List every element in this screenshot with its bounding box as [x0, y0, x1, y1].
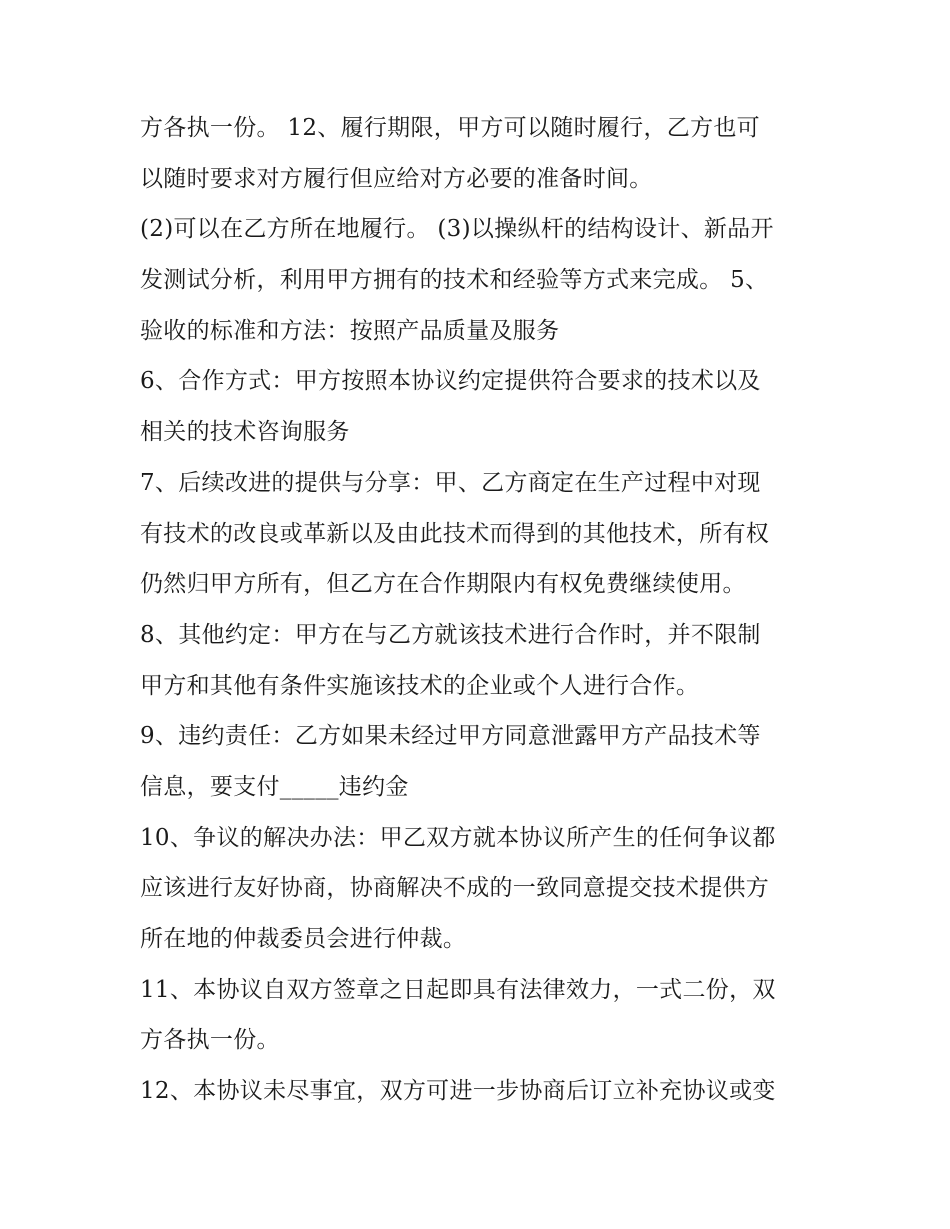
text-line: 应该进行友好协商，协商解决不成的一致同意提交技术提供方 — [140, 875, 770, 902]
text-line: 验收的标准和方法：按照产品质量及服务 — [140, 317, 560, 344]
text-line: 所在地的仲裁委员会进行仲裁。 — [140, 926, 467, 952]
text-line: 方各执一份。 12、履行期限，甲方可以随时履行，乙方也可 — [140, 115, 760, 141]
text-line: 相关的技术咨询服务 — [140, 419, 350, 446]
text-line: 9、违约责任：乙方如果未经过甲方同意泄露甲方产品技术等 — [140, 723, 761, 750]
text-line: 8、其他约定：甲方在与乙方就该技术进行合作时，并不限制 — [140, 621, 761, 648]
text-line: 7、后续改进的提供与分享：甲、乙方商定在生产过程中对现 — [140, 469, 761, 496]
text-line: 以随时要求对方履行但应给对方必要的准备时间。 — [140, 165, 653, 192]
text-line: 10、争议的解决办法：甲乙双方就本协议所产生的任何争议都 — [140, 824, 776, 851]
text-line: 12、本协议未尽事宜，双方可进一步协商后订立补充协议或变 — [140, 1078, 776, 1105]
text-line: 11、本协议自双方签章之日起即具有法律效力，一式二份，双 — [140, 976, 776, 1003]
text-line: 6、合作方式：甲方按照本协议约定提供符合要求的技术以及 — [140, 368, 761, 395]
text-line: 方各执一份。 — [140, 1027, 280, 1054]
text-line: 甲方和其他有条件实施该技术的企业或个人进行合作。 — [140, 672, 700, 699]
text-line: (2)可以在乙方所在地履行。 (3)以操纵杆的结构设计、新品开 — [140, 216, 774, 243]
text-line: 仍然归甲方所有，但乙方在合作期限内有权免费继续使用。 — [140, 571, 746, 598]
text-line: 发测试分析，利用甲方拥有的技术和经验等方式来完成。 5、 — [140, 267, 769, 294]
document-body — [140, 103, 820, 1117]
text-line: 信息，要支付_____违约金 — [140, 773, 409, 800]
text-line: 有技术的改良或革新以及由此技术而得到的其他技术，所有权 — [140, 520, 770, 547]
